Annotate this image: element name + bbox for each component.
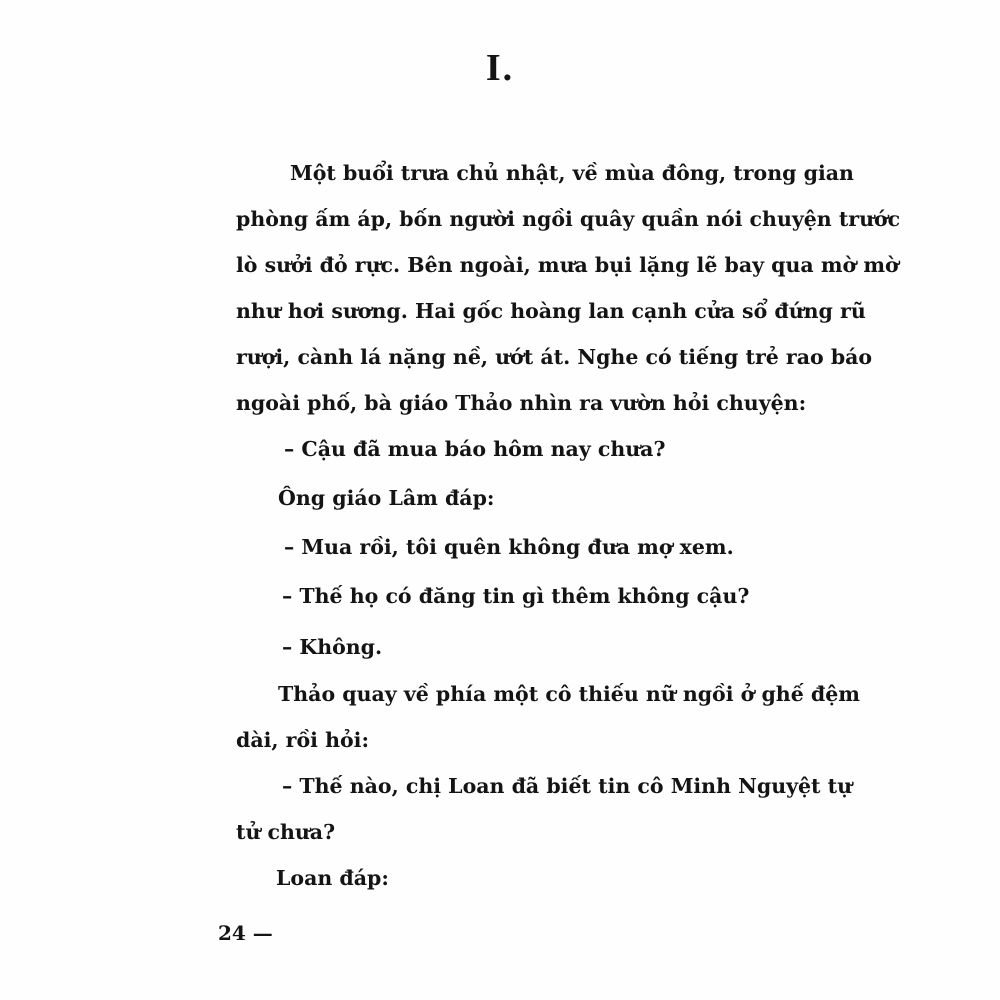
- dialogue-line-4: – Thế họ có đăng tin gì thêm không cậu?: [282, 584, 750, 608]
- paragraph-line-6: ngoài phố, bà giáo Thảo nhìn ra vườn hỏi chuyện:: [236, 391, 807, 415]
- paragraph-line-5: rượi, cành lá nặng nề, ướt át. Nghe có tiếng trẻ rao báo: [236, 345, 873, 369]
- paragraph-line-3: lò sưởi đỏ rực. Bên ngoài, mưa bụi lặng lẽ bay qua mờ mờ: [236, 253, 899, 277]
- dialogue-line-1: – Cậu đã mua báo hôm nay chưa?: [284, 437, 666, 461]
- chapter-heading: I.: [485, 47, 515, 89]
- paragraph-line-8: dài, rồi hỏi:: [236, 728, 370, 752]
- dialogue-line-5: – Không.: [282, 635, 383, 659]
- paragraph-line-2: phòng ấm áp, bốn người ngồi quây quần nói chuyện trước: [236, 207, 901, 231]
- paragraph-line-7: Thảo quay về phía một cô thiếu nữ ngồi ở ghế đệm: [278, 682, 860, 706]
- dialogue-line-7: tử chưa?: [236, 820, 336, 844]
- dialogue-line-2: Ông giáo Lâm đáp:: [278, 486, 495, 510]
- dialogue-line-8: Loan đáp:: [276, 866, 389, 890]
- paragraph-line-1: Một buổi trưa chủ nhật, về mùa đông, trong gian: [290, 161, 854, 185]
- dialogue-line-3: – Mua rồi, tôi quên không đưa mợ xem.: [284, 535, 734, 559]
- paragraph-line-4: như hơi sương. Hai gốc hoàng lan cạnh cửa sổ đứng rũ: [236, 299, 866, 323]
- dialogue-line-6: – Thế nào, chị Loan đã biết tin cô Minh Nguyệt tự: [282, 774, 853, 798]
- page-number: 24 —: [218, 921, 273, 945]
